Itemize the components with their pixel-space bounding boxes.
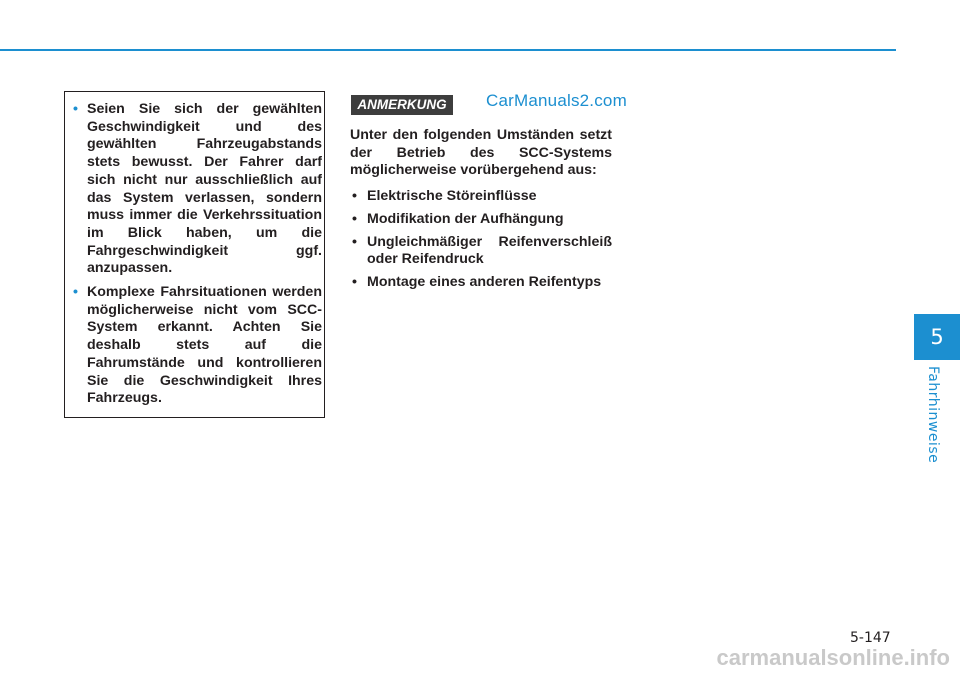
note-item xyxy=(350,188,612,206)
warning-list xyxy=(72,101,322,408)
chapter-tab[interactable] xyxy=(914,314,960,360)
bullet-icon: • xyxy=(352,273,357,290)
note-item xyxy=(350,274,612,292)
chapter-number: 5 xyxy=(930,325,944,349)
bullet-icon: • xyxy=(73,284,78,301)
header-rule xyxy=(0,49,896,51)
note-item-text: Modifikation der Aufhängung xyxy=(367,210,564,227)
warning-box xyxy=(64,91,325,418)
note-item xyxy=(350,211,612,229)
bullet-icon: • xyxy=(73,101,78,117)
bullet-icon: • xyxy=(352,210,357,227)
note-item-text: Montage eines anderen Reifentyps xyxy=(367,273,602,290)
bullet-icon: • xyxy=(352,233,357,250)
note-list xyxy=(350,188,612,292)
note-intro: Unter den folgenden Umständen setzt der Betrieb des SCC-Systems möglicherweise vorübergehend aus: xyxy=(350,127,612,179)
note-item-text: Ungleichmäßiger Reifenverschleiß oder Reifendruck xyxy=(367,233,612,268)
footer-watermark[interactable]: carmanualsonline.info xyxy=(716,645,950,670)
bullet-icon: • xyxy=(352,188,357,205)
note-body xyxy=(350,127,612,297)
note-item-text: Elektrische Störeinflüsse xyxy=(367,188,537,205)
note-badge: ANMERKUNG xyxy=(351,95,453,115)
note-item xyxy=(350,234,612,269)
warning-item-text: Komplexe Fahrsituationen werden möglicherweise nicht vom SCC-System erkannt. Achten Sie deshalb stets auf die Fahrumstände und kontrollieren Sie die Geschwindigkeit Ihres Fahrzeugs. xyxy=(87,284,322,407)
warning-item xyxy=(72,284,322,408)
watermark-link[interactable]: CarManuals2.com xyxy=(486,91,627,110)
warning-item xyxy=(72,101,322,278)
page-number: 5-147 xyxy=(850,630,891,646)
chapter-label: Fahrhinweise xyxy=(925,366,941,464)
warning-item-text: Seien Sie sich der gewählten Geschwindigkeit und des gewählten Fahrzeugabstands stets bewusst. Der Fahrer darf sich nicht nur ausschließlich auf das System verlassen, sondern muss immer die Verkehrssituation im Blick haben, um die Fahrgeschwindigkeit ggf. anzupassen. xyxy=(87,101,322,277)
